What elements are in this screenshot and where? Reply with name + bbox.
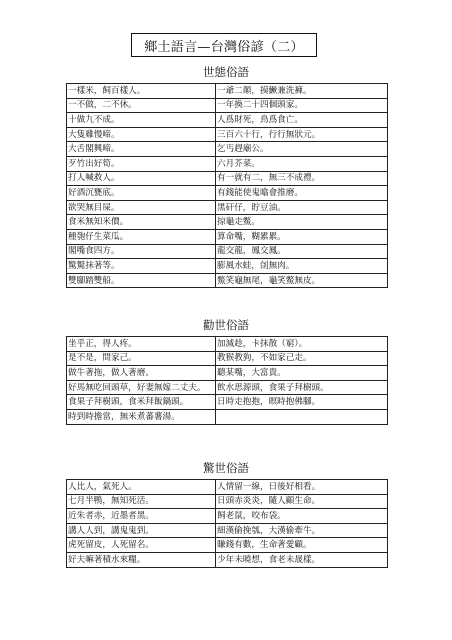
proverb-cell: 歹竹出好筍。 [67,156,216,171]
table-row [67,552,388,567]
proverb-cell: 雙腳踏雙船。 [67,273,216,288]
proverb-cell: 有一就有二，無三不成禮。 [216,171,388,186]
table-row [67,127,388,142]
proverb-cell: 飲水思源頭，食果子拜樹頭。 [216,380,388,395]
proverb-cell: 閣嘴食四方。 [67,244,216,259]
table-row [67,171,388,186]
proverb-cell: 好酒沉甕底。 [67,186,216,201]
table-row [67,538,388,553]
proverb-cell: 做牛著拖，做人著磨。 [67,366,216,381]
proverb-table-quanshi [66,336,388,425]
proverb-cell: 六月芥菜。 [216,156,388,171]
proverb-cell: 欲哭無目屎。 [67,200,216,215]
table-row [67,494,388,509]
proverb-table-jingshi [66,479,388,568]
proverb-cell: 大舌閣興啼。 [67,142,216,157]
table-row [67,186,388,201]
table-row [67,523,388,538]
table-row [67,273,388,288]
table-row [67,113,388,128]
proverb-cell: 一爺二顛，摸鱖兼洗褲。 [216,84,388,99]
proverb-cell: 乞丐趕廟公。 [216,142,388,157]
proverb-cell: 一樣米，飼百樣人。 [67,84,216,99]
proverb-cell: 食果子拜樹頭，食米拜飯鍋頭。 [67,395,216,410]
table-row [67,229,388,244]
proverb-cell: 種匏仔生菜瓜。 [67,229,216,244]
proverb-cell: 黑矸仔，貯豆油。 [216,200,388,215]
proverb-cell: 一不做，二不休。 [67,98,216,113]
table-row [67,395,388,410]
table-row [67,200,388,215]
table-row [67,351,388,366]
table-row [67,156,388,171]
proverb-cell: 日時走抱抱，暝時抱佛腳。 [216,395,388,410]
proverb-cell: 好馬無吃回頭草，好妻無嫁二丈夫。 [67,380,216,395]
proverb-cell: 大隻雞慢啼。 [67,127,216,142]
proverb-cell: 少年未曉想，食老未晟樣。 [216,552,388,567]
proverb-cell: 打人喊救人。 [67,171,216,186]
table-row [67,84,388,99]
proverb-cell: 食米無知米價。 [67,215,216,230]
table-row [67,509,388,524]
section-heading-jingshi: 驚世俗語 [203,461,249,475]
proverb-cell: 有錢能使鬼噏會推磨。 [216,186,388,201]
proverb-cell: 細漢偷挽瓠，大漢偷牽牛。 [216,523,388,538]
section-heading-shitai: 世態俗語 [203,65,249,79]
table-row [67,259,388,274]
proverb-cell: 賺錢有數，生命著愛顧。 [216,538,388,553]
table-row [67,244,388,259]
proverb-cell: 膨風水蛙，刣無肉。 [216,259,388,274]
proverb-cell: 日頭赤炎炎，隨人顧生命。 [216,494,388,509]
proverb-cell: 人情留一線，日後好相看。 [216,480,388,495]
table-row [67,480,388,495]
proverb-table-shitai [66,83,388,288]
table-row [67,366,388,381]
page-title-text: 鄉土語言—台灣俗諺（二） [144,39,304,55]
proverb-cell: 三百六十行，行行無狀元。 [216,127,388,142]
proverb-cell: 七月半鴨，無知死活。 [67,494,216,509]
table-row [67,380,388,395]
proverb-cell [216,409,388,424]
table-row [67,409,388,424]
proverb-cell: 講人人到，講鬼鬼到。 [67,523,216,538]
proverb-cell: 加減趁，卡抹散（窮）。 [216,337,388,352]
proverb-cell: 時到時擔當，無米煮蕃薯湯。 [67,409,216,424]
section-heading-quanshi: 勸世俗語 [203,318,249,332]
page-title [131,33,317,57]
proverb-cell: 教猴教狗，不如家己走。 [216,351,388,366]
proverb-cell: 一年換二十四個頭家。 [216,98,388,113]
table-row [67,337,388,352]
proverb-cell: 虎死留皮，人死留名。 [67,538,216,553]
proverb-cell: 是不是，問家己。 [67,351,216,366]
proverb-cell: 人爲財死，鳥爲食亡。 [216,113,388,128]
proverb-cell: 坐乎正，得人疼。 [67,337,216,352]
proverb-cell: 龍交龍，鳳交鳳。 [216,244,388,259]
proverb-cell: 人比人，氣死人。 [67,480,216,495]
table-row [67,98,388,113]
proverb-cell: 掠龜走鱉。 [216,215,388,230]
table-row [67,142,388,157]
proverb-cell: 十做九不成。 [67,113,216,128]
table-row [67,215,388,230]
proverb-cell: 好夫嘛著積水來糧。 [67,552,216,567]
proverb-cell: 飼老鼠，咬布袋。 [216,509,388,524]
proverb-cell: 聽某嘴，大富貴。 [216,366,388,381]
proverb-cell: 近朱者赤，近墨者黑。 [67,509,216,524]
proverb-cell: 鱉笑龜無尾，龜笑鱉無皮。 [216,273,388,288]
proverb-cell: 算命嘴，糊累累。 [216,229,388,244]
proverb-cell: 驚驚抹著等。 [67,259,216,274]
